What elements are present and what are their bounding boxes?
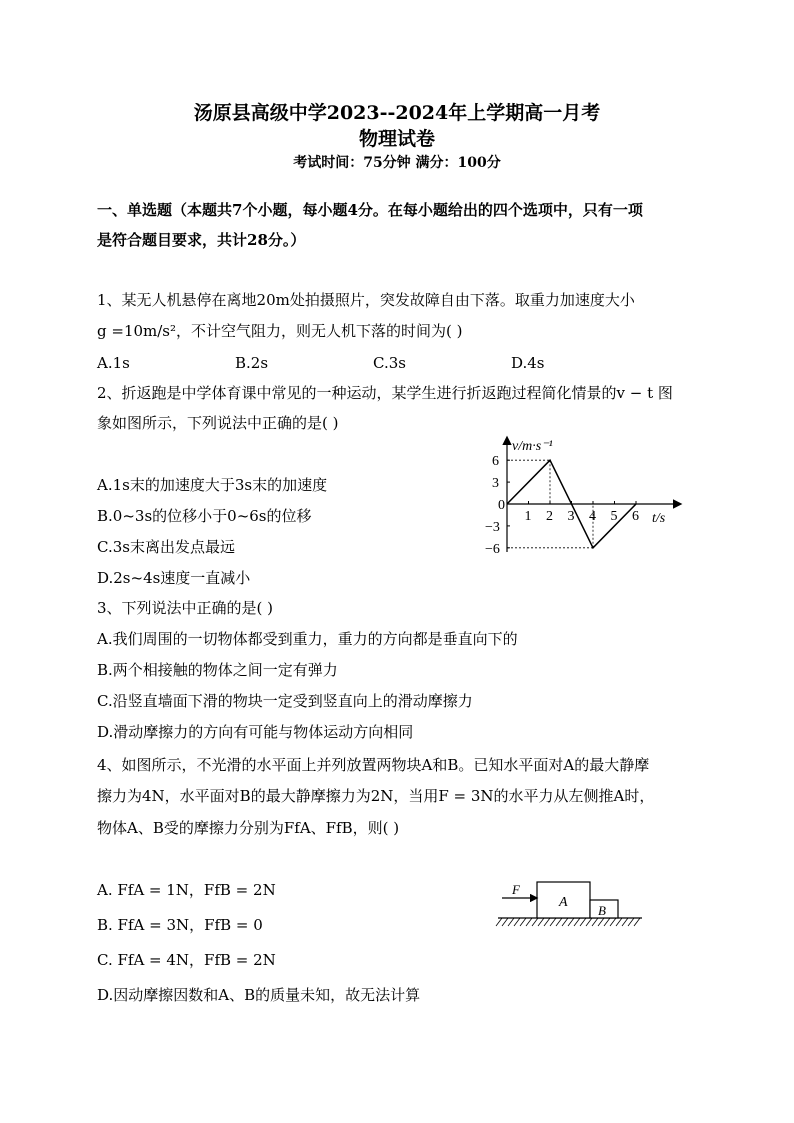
q1-option-b: B.2s [235, 354, 269, 372]
ground-hatch [514, 918, 520, 926]
q4-option-d: D.因动摩擦因数和A、B的质量未知，故无法计算 [97, 986, 421, 1004]
q1-option-c: C.3s [373, 354, 406, 372]
force-label: F [512, 882, 520, 897]
q2-option-a: A.1s末的加速度大于3s末的加速度 [97, 476, 328, 494]
q4-option-a: A. FfA = 1N，FfB = 2N [97, 881, 276, 899]
vt-y-tick-label: −3 [485, 519, 500, 535]
exam-subject: 物理试卷 [358, 128, 435, 150]
ground-hatch [544, 918, 550, 926]
section-heading-line2: 是符合题目要求，共计28分。） [97, 231, 306, 249]
ground-hatch [616, 918, 622, 926]
ground-hatch [526, 918, 532, 926]
ground-hatch [538, 918, 544, 926]
ground-hatch [550, 918, 556, 926]
ground-hatch [532, 918, 538, 926]
ground-hatch [634, 918, 640, 926]
vt-y-axis-label: v/m·s⁻¹ [512, 439, 553, 454]
ground-hatch [502, 918, 508, 926]
q4-stem-line1: 4、如图所示，不光滑的水平面上并列放置两物块A和B。已知水平面对A的最大静摩 [97, 756, 650, 774]
q1-option-d: D.4s [511, 354, 545, 372]
ground-hatch [622, 918, 628, 926]
q3-option-d: D.滑动摩擦力的方向有可能与物体运动方向相同 [97, 723, 414, 741]
q4-option-b: B. FfA = 3N，FfB = 0 [97, 916, 263, 934]
vt-x-tick-label: 1 [524, 509, 532, 524]
q2-option-d: D.2s~4s速度一直减小 [97, 569, 251, 587]
ground-hatch [610, 918, 616, 926]
ground-hatch [508, 918, 514, 926]
q1-stem-line1: 1、某无人机悬停在离地20m处拍摄照片，突发故障自由下落。取重力加速度大小 [97, 291, 635, 309]
q3-option-a: A.我们周围的一切物体都受到重力，重力的方向都是垂直向下的 [97, 630, 518, 648]
vt-x-tick-label: 5 [610, 509, 618, 524]
block-b-label: B [598, 903, 606, 918]
vt-origin-label: 0 [498, 498, 505, 513]
q4-stem-line3: 物体A、B受的摩擦力分别为FfA、FfB，则( ) [97, 819, 400, 837]
vt-graph [480, 432, 700, 557]
q4-stem-line2: 擦力为4N，水平面对B的最大静摩擦力为2N，当用F = 3N的水平力从左侧推A时， [97, 787, 655, 805]
vt-x-tick-label: 4 [589, 509, 596, 524]
q2-stem-line2: 象如图所示，下列说法中正确的是( ) [97, 414, 339, 432]
ground-hatch [604, 918, 610, 926]
ground-hatch [598, 918, 604, 926]
vt-y-tick-label: 6 [492, 454, 499, 470]
vt-x-tick-label: 6 [632, 509, 639, 524]
q3-option-c: C.沿竖直墙面下滑的物块一定受到竖直向上的滑动摩擦力 [97, 692, 473, 710]
ground-hatch [562, 918, 568, 926]
q1-option-a: A.1s [97, 354, 130, 372]
ground-hatch [496, 918, 502, 926]
exam-info: 考试时间：75分钟 满分：100分 [293, 155, 501, 171]
vt-x-tick-label: 3 [567, 509, 575, 524]
q2-option-c: C.3s末离出发点最远 [97, 538, 235, 556]
block-a-label: A [559, 895, 568, 910]
q2-option-b: B.0~3s的位移小于0~6s的位移 [97, 507, 312, 525]
q4-option-c: C. FfA = 4N，FfB = 2N [97, 951, 276, 969]
ground-hatch [586, 918, 592, 926]
ground-hatch [556, 918, 562, 926]
ground-hatch [520, 918, 526, 926]
q2-stem-line1: 2、折返跑是中学体育课中常见的一种运动，某学生进行折返跑过程简化情景的v − t 图 [97, 384, 673, 402]
q3-option-b: B.两个相接触的物体之间一定有弹力 [97, 661, 338, 679]
vt-x-axis-label: t/s [652, 511, 666, 526]
vt-y-tick-label: 3 [492, 476, 499, 492]
ground-hatch [580, 918, 586, 926]
q3-stem: 3、下列说法中正确的是( ) [97, 599, 274, 617]
ground-hatch [628, 918, 634, 926]
ground-hatch [568, 918, 574, 926]
section-heading-line1: 一、单选题（本题共7个小题，每小题4分。在每小题给出的四个选项中，只有一项 [97, 201, 643, 219]
vt-y-tick-label: −6 [485, 541, 500, 557]
vt-x-tick-label: 2 [546, 509, 553, 524]
blocks-figure [494, 876, 644, 932]
ground-hatch [574, 918, 580, 926]
exam-title: 汤原县高级中学2023--2024年上学期高一月考 [193, 102, 601, 124]
ground-hatch [592, 918, 598, 926]
q1-stem-line2: g =10m/s²，不计空气阻力，则无人机下落的时间为( ) [97, 322, 463, 340]
